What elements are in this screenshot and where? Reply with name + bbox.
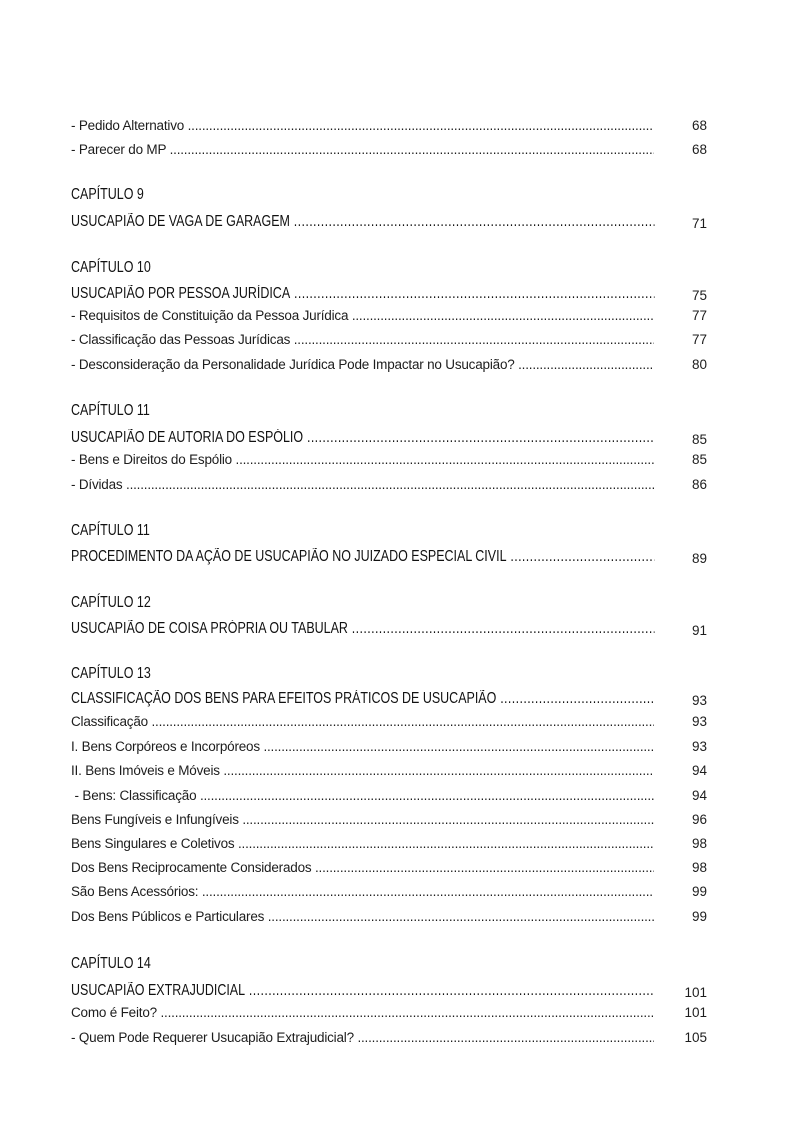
- toc-entry-page: 93: [691, 693, 707, 708]
- toc-entry-page: 94: [691, 788, 707, 803]
- toc-entry: [71, 832, 707, 854]
- toc-entry-label: - Dívidas .....: [71, 477, 654, 492]
- toc-entry-page: 99: [691, 884, 707, 899]
- toc-entry-page: 68: [691, 142, 707, 157]
- chapter-title: PROCEDIMENTO DA AÇÃO DE USUCAPIÃO NO JUIZADO ESPECIAL CIVIL .....: [71, 548, 654, 566]
- toc-entry-label: Dos Bens Reciprocamente Considerados .....: [71, 860, 654, 875]
- toc-entry: [71, 856, 707, 878]
- chapter-title: CLASSIFICAÇÃO DOS BENS PARA EFEITOS PRÁTICOS DE USUCAPIÃO .....: [71, 690, 654, 708]
- chapter-heading: CAPÍTULO 14: [71, 955, 151, 972]
- chapter-title-entry: [71, 619, 707, 641]
- chapter-title: USUCAPIÃO DE COISA PRÓPRIA OU TABULAR .....: [71, 620, 654, 638]
- toc-entry: [71, 1001, 707, 1023]
- toc-entry-label: I. Bens Corpóreos e Incorpóreos .....: [71, 739, 654, 754]
- toc-entry-page: 86: [691, 477, 707, 492]
- toc-entry-page: 68: [691, 118, 707, 133]
- chapter-title-entry: [71, 981, 707, 1003]
- toc-entry: [71, 353, 707, 375]
- toc-entry-label: - Classificação das Pessoas Jurídicas .....: [71, 332, 654, 347]
- toc-entry-label: II. Bens Imóveis e Móveis .....: [71, 763, 654, 778]
- chapter-heading: CAPÍTULO 9: [71, 186, 144, 203]
- toc-entry-page: 77: [691, 332, 707, 347]
- toc-entry-page: 93: [691, 714, 707, 729]
- toc-entry-page: 98: [691, 860, 707, 875]
- toc-entry-page: 96: [691, 812, 707, 827]
- toc-entry-page: 99: [691, 909, 707, 924]
- toc-entry-page: 77: [691, 308, 707, 323]
- toc-entry-label: São Bens Acessórios: .....: [71, 884, 654, 899]
- chapter-title-entry: [71, 428, 707, 450]
- chapter-title-entry: [71, 284, 707, 306]
- toc-entry-label: - Requisitos de Constituição da Pessoa Jurídica .....: [71, 308, 654, 323]
- toc-entry: [71, 114, 707, 136]
- toc-entry: [71, 808, 707, 830]
- chapter-heading: CAPÍTULO 11: [71, 522, 150, 539]
- chapter-heading: CAPÍTULO 13: [71, 665, 151, 682]
- chapter-heading: CAPÍTULO 12: [71, 594, 151, 611]
- toc-entry-page: 93: [691, 739, 707, 754]
- toc-entry: [71, 784, 707, 806]
- chapter-title-entry: [71, 212, 707, 234]
- toc-entry: [71, 880, 707, 902]
- toc-entry-page: 89: [691, 551, 707, 566]
- chapter-heading: CAPÍTULO 11: [71, 402, 150, 419]
- toc-entry-page: 91: [691, 623, 707, 638]
- toc-entry: [71, 1026, 707, 1048]
- toc-entry-page: 98: [691, 836, 707, 851]
- toc-entry-page: 94: [691, 763, 707, 778]
- toc-entry: [71, 473, 707, 495]
- toc-entry-page: 101: [684, 985, 707, 1000]
- toc-entry-page: 101: [684, 1005, 707, 1020]
- toc-entry: [71, 304, 707, 326]
- chapter-title: USUCAPIÃO EXTRAJUDICIAL .....: [71, 982, 654, 1000]
- toc-entry-label: - Desconsideração da Personalidade Jurídica Pode Impactar no Usucapião? .....: [71, 357, 654, 372]
- chapter-title: USUCAPIÃO DE AUTORIA DO ESPÓLIO .....: [71, 429, 654, 447]
- toc-entry-page: 75: [691, 288, 707, 303]
- toc-entry-label: - Bens e Direitos do Espólio .....: [71, 452, 654, 467]
- toc-entry-page: 105: [684, 1030, 707, 1045]
- toc-entry-label: Dos Bens Públicos e Particulares .....: [71, 909, 654, 924]
- chapter-heading: CAPÍTULO 10: [71, 259, 151, 276]
- toc-entry-page: 85: [691, 452, 707, 467]
- toc-entry-label: - Parecer do MP .....: [71, 142, 654, 157]
- toc-entry-label: Bens Fungíveis e Infungíveis .....: [71, 812, 654, 827]
- toc-entry-page: 85: [691, 432, 707, 447]
- toc-entry: [71, 328, 707, 350]
- toc-entry-page: 71: [691, 216, 707, 231]
- toc-entry: [71, 735, 707, 757]
- toc-entry: [71, 138, 707, 160]
- toc-entry-page: 80: [691, 357, 707, 372]
- toc-entry-label: - Bens: Classificação .....: [71, 788, 654, 803]
- toc-entry-label: - Pedido Alternativo .....: [71, 118, 654, 133]
- toc-entry: [71, 448, 707, 470]
- toc-entry-label: Como é Feito? .....: [71, 1005, 654, 1020]
- toc-entry-label: Bens Singulares e Coletivos .....: [71, 836, 654, 851]
- toc-entry: [71, 710, 707, 732]
- toc-entry-label: - Quem Pode Requerer Usucapião Extrajudicial? .....: [71, 1030, 654, 1045]
- chapter-title: USUCAPIÃO POR PESSOA JURÍDICA .....: [71, 285, 654, 303]
- chapter-title: USUCAPIÃO DE VAGA DE GARAGEM .....: [71, 213, 654, 231]
- toc-entry: [71, 905, 707, 927]
- chapter-title-entry: [71, 547, 707, 569]
- toc-entry: [71, 759, 707, 781]
- toc-entry-label: Classificação .....: [71, 714, 654, 729]
- chapter-title-entry: [71, 689, 707, 711]
